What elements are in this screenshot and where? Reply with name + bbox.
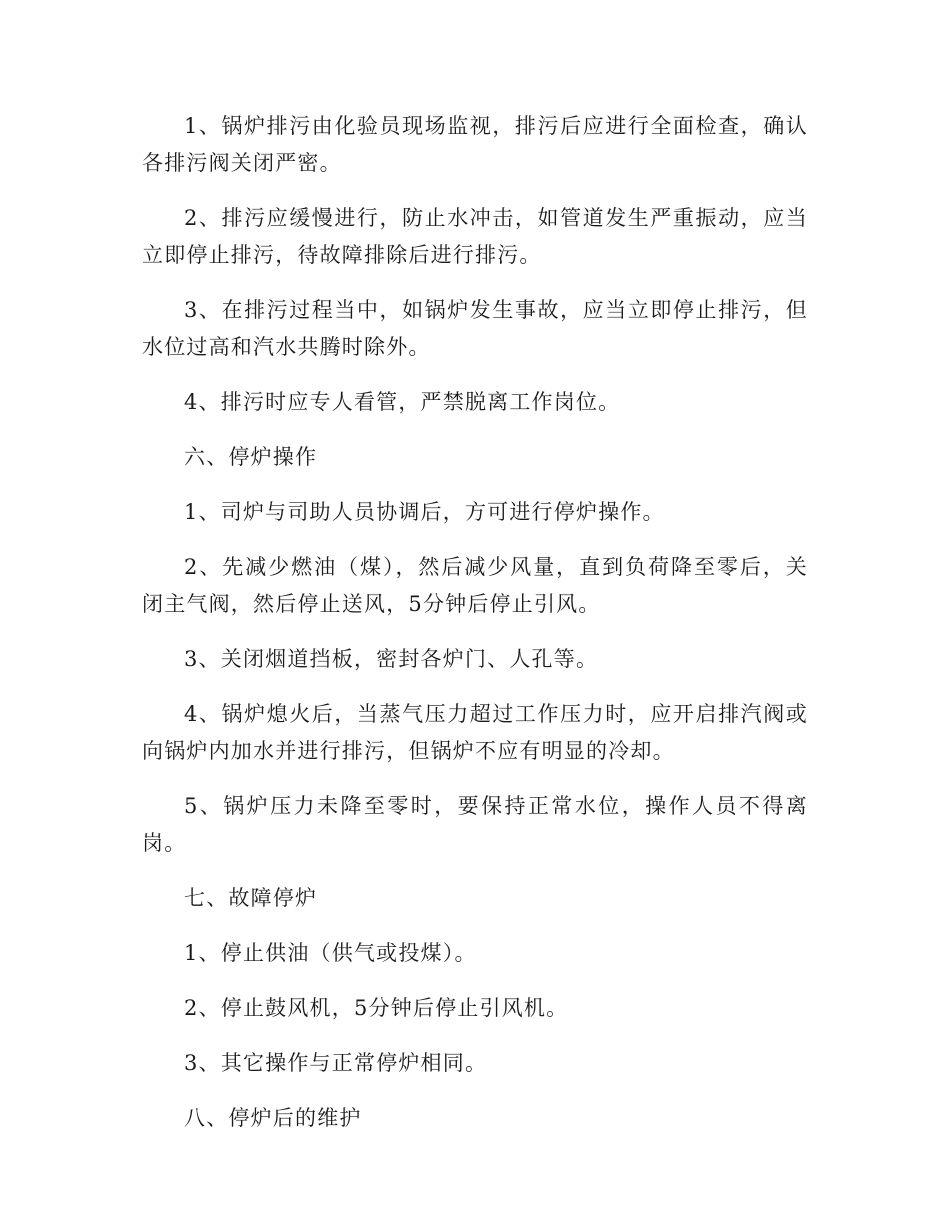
paragraph-blowdown-1: 1、锅炉排污由化验员现场监视，排污后应进行全面检查，确认各排污阀关闭严密。 [142,114,808,175]
paragraph-blowdown-4: 4、排污时应专人看管，严禁脱离工作岗位。 [184,390,621,414]
paragraph-gap [142,421,808,439]
paragraph-shutdown-1: 1、司炉与司助人员协调后，方可进行停炉操作。 [184,500,665,524]
paragraph-gap [142,623,808,641]
paragraph-gap [142,366,808,384]
paragraph-blowdown-3: 3、在排污过程当中，如锅炉发生事故，应当立即停止排污，但水位过高和汽水共腾时除外。 [142,298,808,359]
paragraph-gap [142,678,808,696]
paragraph-gap [142,1027,808,1045]
section-heading-fault-shutdown: 七、故障停炉 [184,886,318,910]
paragraph-shutdown-4: 4、锅炉熄火后，当蒸气压力超过工作压力时，应开启排汽阀或向锅炉内加水并进行排污，但锅炉不应有明显的冷却。 [142,702,808,763]
section-heading-maintenance: 八、停炉后的维护 [184,1106,362,1130]
paragraph-blowdown-2: 2、排污应缓慢进行，防止水冲击，如管道发生严重振动，应当立即停止排污，待故障排除后进行排污。 [142,206,808,267]
paragraph-gap [142,274,808,292]
paragraph-gap [142,862,808,880]
section-heading-shutdown: 六、停炉操作 [184,445,318,469]
paragraph-shutdown-3: 3、关闭烟道挡板，密封各炉门、人孔等。 [184,647,599,671]
paragraph-gap [142,476,808,494]
paragraph-gap [142,917,808,935]
paragraph-fault-1: 1、停止供油（供气或投煤）。 [184,941,477,965]
paragraph-fault-2: 2、停止鼓风机，5分钟后停止引风机。 [184,996,569,1020]
paragraph-gap [142,531,808,549]
paragraph-shutdown-5: 5、锅炉压力未降至零时，要保持正常水位，操作人员不得离岗。 [142,794,808,855]
paragraph-gap [142,1082,808,1100]
paragraph-fault-3: 3、其它操作与正常停炉相同。 [184,1051,488,1075]
document-page [142,108,808,1137]
paragraph-gap [142,972,808,990]
paragraph-gap [142,182,808,200]
paragraph-gap [142,770,808,788]
paragraph-shutdown-2: 2、先减少燃油（煤），然后减少风量，直到负荷降至零后，关闭主气阀，然后停止送风，5分钟后停止引风。 [142,555,808,616]
